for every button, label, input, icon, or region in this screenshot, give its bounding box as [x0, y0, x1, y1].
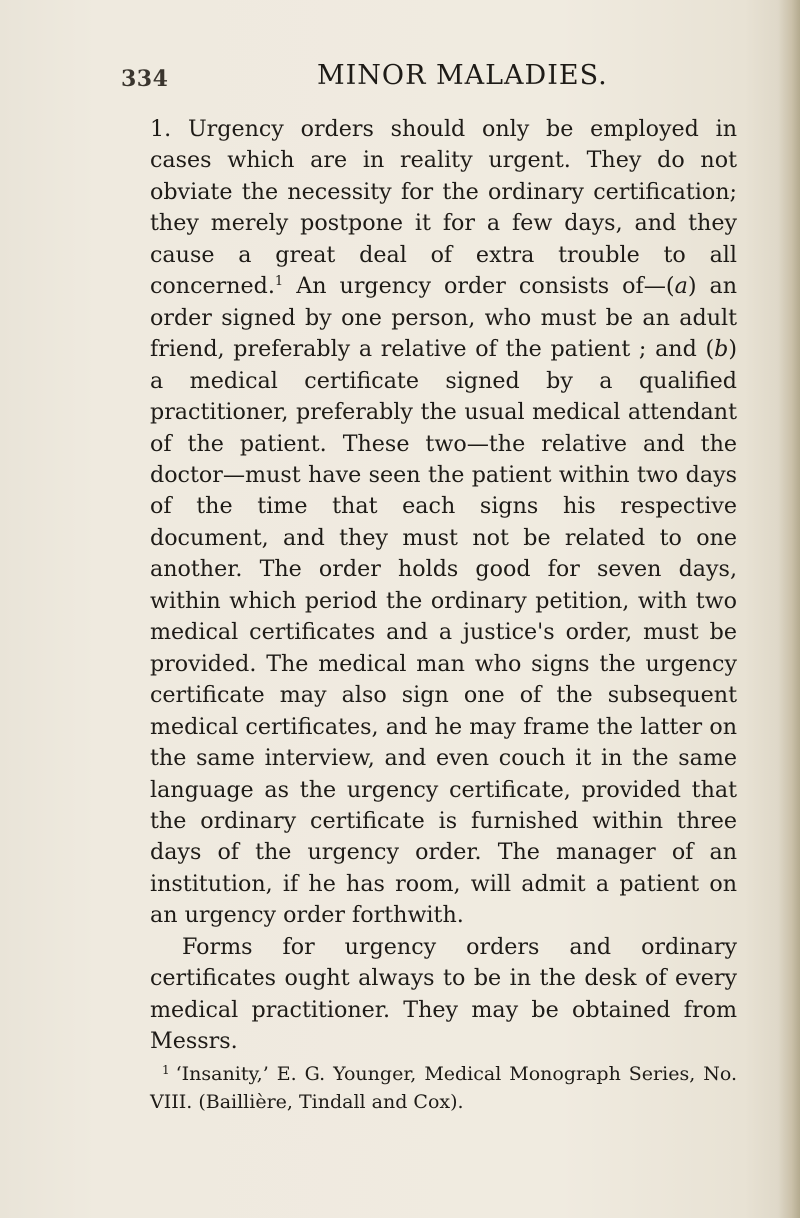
paragraph-forms: Forms for urgency orders and ordinary certificates ought always to be in the desk of every medical practitioner. They may be obtained from Messrs.	[150, 933, 737, 1055]
paragraph-number: 1.	[150, 116, 172, 142]
item-marker-a: a	[674, 273, 688, 300]
footnote-text: ‘Insanity,’ E. G. Younger, Medical Monograph Series, No. VIII. (Baillière, Tindall and Cox).	[150, 1063, 737, 1113]
page-number: 334	[121, 66, 169, 92]
footnote-reference: 1	[274, 274, 284, 290]
page-edge-shadow	[778, 0, 800, 1218]
paragraph-text: Urgency orders should only be employed in cases which are in reality urgent. They do not obviate the necessity for the ordinary certification; they merely postpone it for a few days, and they cause a great deal of extra trouble to all concerned.	[150, 116, 737, 300]
paragraph-text: ) a medical certificate signed by a qualified practitioner, preferably the usual medical attendant of the patient. These two—the relative and the doctor—must have seen the patient within two days of the time that each signs his respective document, and they must not be related to one another. The order holds good for seven days, within which period the ordinary petition, with two medical certificates and a justice's order, must be provided. The medical man who signs the urgency certificate may also sign one of the subsequent medical certificates, and he may frame the latter on the same interview, and even couch it in the same language as the urgency certificate, provided that the ordinary certificate is furnished within three days of the urgency order. The manager of an institution, if he has room, will admit a patient on an urgency order forthwith.	[150, 336, 737, 929]
page-header	[121, 60, 741, 100]
footnote-mark: 1	[162, 1063, 170, 1077]
running-title: MINOR MALADIES.	[317, 60, 608, 91]
paragraph-text: An urgency order consists of—(	[296, 273, 675, 300]
item-marker-b: b	[714, 336, 729, 363]
footnote	[150, 1060, 737, 1116]
paragraph-urgency-orders	[150, 114, 737, 932]
body-text	[150, 114, 737, 1058]
paragraph-text: ) an order signed by one person, who must be an adult friend, preferably a relative of the patient ; and (	[150, 273, 737, 363]
